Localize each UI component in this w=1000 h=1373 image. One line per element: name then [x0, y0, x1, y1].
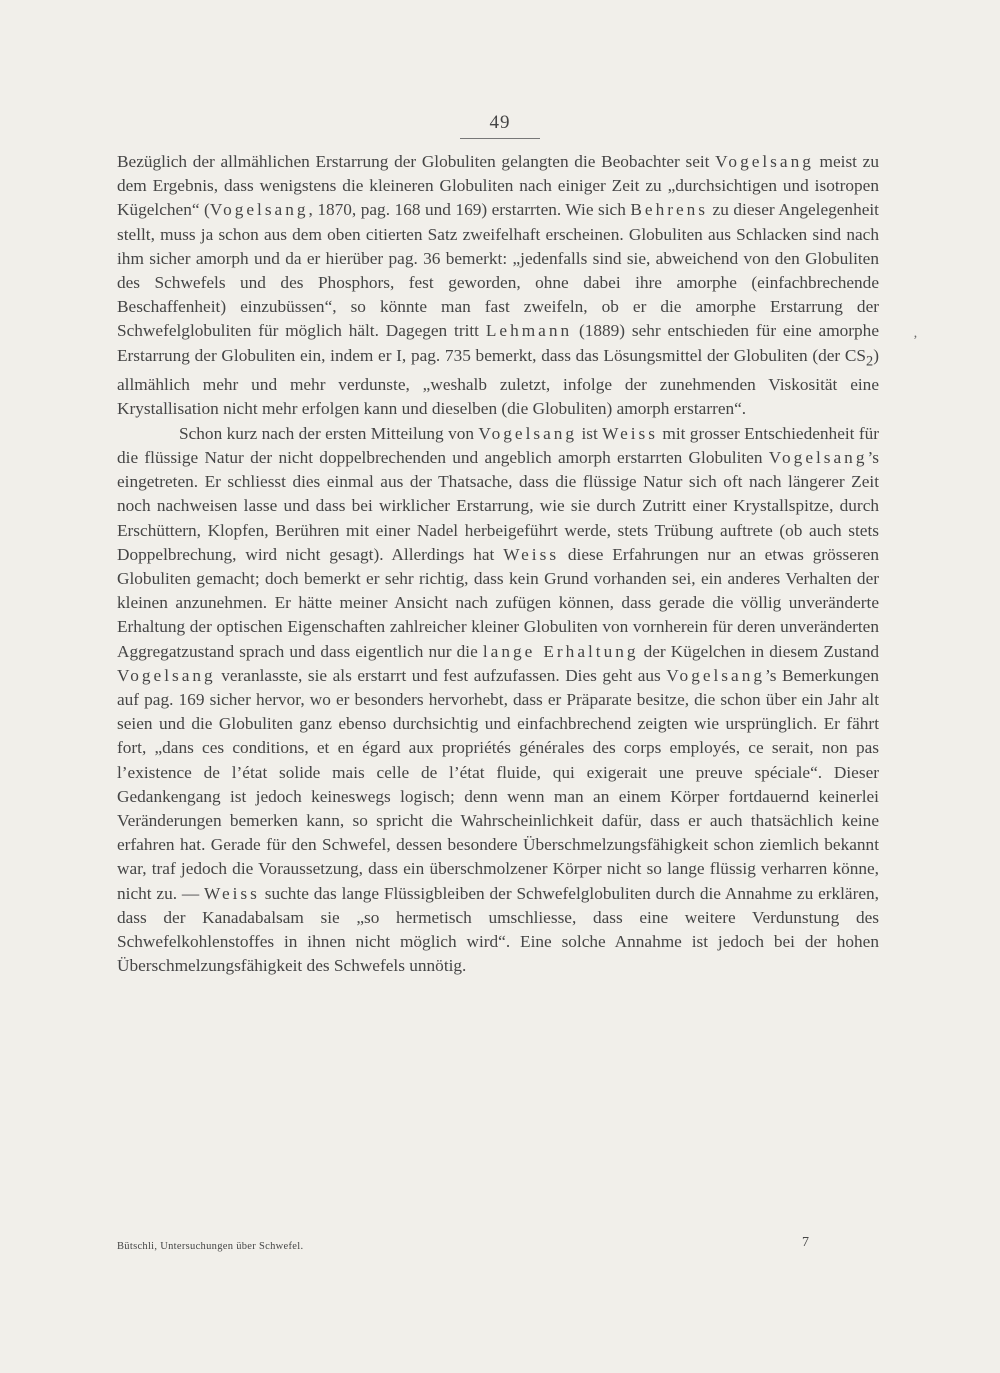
spaced-name: Vogelsang — [117, 665, 216, 685]
spaced-name: Vogelsang — [715, 152, 814, 171]
page-number: 49 — [489, 112, 511, 133]
text-run: Bezüglich der allmählichen Erstarrung der Globuliten gelangten die Beobachter seit — [117, 152, 716, 171]
text-run: ) allmählich mehr und mehr verdunste, „weshalb zuletzt, infolge der zunehmenden Viskosität eine Krystallisation nicht mehr erfolgen kann und dieselben (die Globuliten) amorph erstarren“. — [117, 345, 879, 419]
running-footer: Bütschli, Untersuchungen über Schwefel. — [117, 1241, 304, 1252]
spaced-name: Vogelsang — [768, 447, 868, 467]
subscript: 2 — [866, 353, 874, 370]
text-run: suchte das lange Flüssigbleiben der Schwefelglobuliten durch die Annahme zu erklären, dass der Kanadabalsam sie „so hermetisch umschliesse, dass eine weitere Verdunstung des Schwefelkohlenstoffes in ihnen nicht möglich wird“. Eine solche Annahme ist jedoch bei der hohen Überschmelzungsfähigkeit des Schwefels unnötig. — [117, 883, 879, 976]
body-text — [117, 150, 879, 978]
text-run: der Kügelchen in diesem Zustand — [638, 641, 879, 661]
text-run: Schon kurz nach der ersten Mitteilung von — [179, 423, 479, 443]
spaced-name: Behrens — [630, 200, 709, 220]
spaced-name: Weiss — [503, 544, 560, 564]
spaced-name: Vogelsang — [666, 665, 765, 685]
text-run: ’s Bemerkungen auf pag. 169 sicher hervor, wo er besonders hervorhebt, dass er Präparate besitze, die schon über ein Jahr alt seien und die Globuliten ganz ebenso durchsichtig und einfachbrechend zeigten wie ursprünglich. Er fährt fort, „dans ces conditions, et en égard aux propriétés générales des corps employés, ce serait, non pas l’existence de l’état solide mais celle de l’état fluide, qui exigerait une preuve spéciale“. Dieser Gedankengang ist jedoch keineswegs logisch; denn wenn man an einem Körper fortdauernd keinerlei Veränderungen bemerken kann, so spricht die Wahrscheinlichkeit dafür, dass er auch thatsächlich keine erfahren hat. Gerade für den Schwefel, dessen besondere Überschmelzungsfähigkeit schon ziemlich bekannt war, traf jedoch die Voraussetzung, dass ein überschmolzener Körper nicht so lange flüssig verharren könne, nicht zu. — — [117, 665, 879, 903]
spaced-name: Vogelsang — [478, 423, 578, 443]
paragraph-1 — [117, 150, 879, 422]
text-run: ’s eingetreten. Er schliesst dies einmal aus der Thatsache, dass die flüssige Natur sich oft nach längerer Zeit noch nachweisen lasse und dass bei wirklicher Erstarrung, wie sie durch Zutritt einer Krystallspitze, durch Erschüttern, Klopfen, Berühren mit einer Nadel herbeigeführt werde, stets Trübung auftrete (ob auch stets Doppelbrechung, wird nicht gesagt). Allerdings hat — [117, 447, 879, 564]
spaced-name: lange Erhaltung — [482, 641, 639, 661]
text-run: veranlasste, sie als erstarrt und fest aufzufassen. Dies geht aus — [215, 665, 667, 685]
text-run: ist — [577, 423, 603, 443]
page-number-rule — [460, 138, 540, 139]
text-run: diese Erfahrungen nur an etwas grösseren Globuliten gemacht; doch bemerkt er sehr richtig, dass kein Grund vorhanden sei, ein anderes Verhalten der kleinen anzunehmen. Er hätte meiner Ansicht nach zufügen können, dass gerade die völlig unveränderte Erhaltung der optischen Eigenschaften zahlreicher kleiner Globuliten von vornherein für deren unveränderten Aggregatzustand sprach und dass eigentlich nur die — [117, 544, 879, 661]
text-run: (1889) sehr entschieden für eine amorphe Erstarrung der Globuliten ein, indem er I, pag. 735 bemerkt, dass das Lösungsmittel der Globuliten (der CS — [117, 321, 879, 365]
spaced-name: Weiss — [204, 883, 260, 903]
text-run: meist zu dem Ergebnis, dass wenigstens die kleineren Globuliten nach einiger Zeit zu „durchsichtigen und isotropen Kügelchen“ ( — [117, 152, 879, 220]
text-run: zu dieser Angelegenheit stellt, muss ja schon aus dem oben citierten Satz zweifelhaft erscheinen. Globuliten aus Schlacken sind nach ihm sicher amorph und da er hierüber pag. 36 bemerkt: „jedenfalls sind sie, abweichend von den Globuliten des Schwefels und des Phosphors, fest geworden, ohne dabei ihre amorphe (einfachbrechende Beschaffenheit) einzubüssen“, so könnte man fast zweifeln, ob er die amorphe Erstarrung der Schwefelglobuliten für möglich hält. Dagegen tritt — [117, 200, 879, 341]
spaced-name: Lehmann — [485, 321, 573, 341]
spaced-name: Weiss — [602, 423, 659, 443]
margin-mark: ‚ — [913, 326, 918, 341]
signature-mark: 7 — [802, 1235, 809, 1250]
paragraph-2 — [117, 422, 879, 979]
text-run: mit grosser Entschiedenheit für die flüssige Natur der nicht doppelbrechenden und angeblich amorph erstarrten Globuliten — [117, 423, 879, 467]
spaced-name: Vogelsang — [209, 200, 309, 220]
text-run: , 1870, pag. 168 und 169) erstarrten. Wie sich — [308, 200, 631, 220]
